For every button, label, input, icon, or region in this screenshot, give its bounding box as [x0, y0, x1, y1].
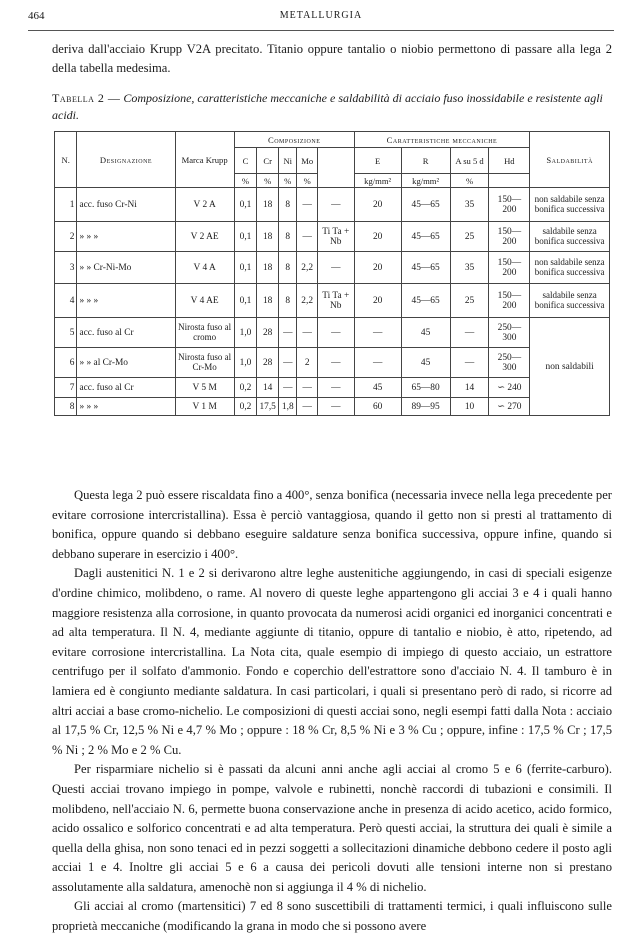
paragraph: Questa lega 2 può essere riscaldata fino a 400°, senza bonifica (necessaria invece nella lega precedente per evitare corrosione intercristallina). Essa è perciò vantaggiosa, quando il getto non si presti al trattamento di bonifica, oppure quando si debbano eseguire saldature senza bonifica successiva, oppure infine, quando si debbano superare in esercizio i 400°.: [52, 488, 612, 561]
unit-hd: [489, 174, 530, 188]
unit-c: %: [234, 174, 256, 188]
body-text: [52, 486, 612, 937]
table-caption: [52, 90, 614, 124]
header-composition: Composizione: [234, 132, 354, 148]
header-cr: Cr: [257, 148, 279, 174]
table-row: 2 » » » V 2 AE 0,1 18 8 — Ti Ta + Nb 20 45—65 25 150—200 saldabile senza bonifica successiva: [55, 222, 610, 252]
header-e: E: [354, 148, 401, 174]
header-mechanical: Caratteristiche meccaniche: [354, 132, 530, 148]
paragraph: Gli acciai al cromo (martensitici) 7 ed 8 sono suscettibili di trattamenti termici, i quali influiscono sulle proprietà meccaniche (modificando la grana in modo che si possono avere: [52, 899, 612, 934]
header-other: [317, 148, 354, 188]
running-header: [22, 8, 620, 26]
unit-r: kg/mm²: [401, 174, 450, 188]
running-title: METALLURGIA: [279, 10, 363, 21]
paragraph: Per risparmiare nichelio si è passati da alcuni anni anche agli acciai al cromo 5 e 6 (ferrite-carburo). Questi acciai trovano impiego in pompe, valvole e rubinetti, nonchè raccordi di tubazioni e consimili. Il molibdeno, nell'acciaio N. 6, permette buona conservazione anche in presenza di acido acetico, acido formico, acido ossalico e solforico concentrati e ad alta temperatura. Però questi acciai, la struttura dei quali è simile a quella della ghisa, non sono tenaci ed in pezzi soggetti a sollecitazioni dinamiche debbono cedere il posto agli acciai 1 e 4. Inoltre gli acciai 5 e 6 a causa dei pericoli dovuti alle tensioni interne non si prestano assolutamente alla saldatura, amenochè non si aggiunga il 4 % di nichelio.: [52, 762, 612, 894]
header-mo: Mo: [297, 148, 317, 174]
unit-cr: %: [257, 174, 279, 188]
table-row: 5 acc. fuso al Cr Nirosta fuso al cromo 1,0 28 — — — — 45 — 250—300 non saldabili: [55, 318, 610, 348]
caption-text: Composizione, caratteristiche meccaniche e saldabilità di acciaio fuso inossidabile e resistente agli acidi.: [52, 91, 603, 122]
table-row: 1 acc. fuso Cr-Ni V 2 A 0,1 18 8 — — 20 45—65 35 150—200 non saldabile senza bonifica successiva: [55, 188, 610, 222]
header-ni: Ni: [279, 148, 297, 174]
header-c: C: [234, 148, 256, 174]
header-weldability: Saldabilità: [530, 132, 610, 188]
header-a: A su 5 d: [450, 148, 489, 174]
header-designation: Designazione: [77, 132, 175, 188]
intro-paragraph: deriva dall'acciaio Krupp V2A precitato. Titanio oppure tantalio o niobio permettono di passare alla lega 2 della tabella medesima.: [52, 42, 612, 75]
weldability-merged: non saldabili: [530, 318, 610, 416]
table-row: 4 » » » V 4 AE 0,1 18 8 2,2 Ti Ta + Nb 20 45—65 25 150—200 saldabile senza bonifica successiva: [55, 284, 610, 318]
unit-e: kg/mm²: [354, 174, 401, 188]
table-row: 7 acc. fuso al Cr V 5 M 0,2 14 — — — 45 65—80 14 ∽ 240: [55, 378, 610, 398]
table-row: 3 » » Cr-Ni-Mo V 4 A 0,1 18 8 2,2 — 20 45—65 35 150—200 non saldabile senza bonifica successiva: [55, 252, 610, 284]
header-rule: [28, 30, 614, 31]
unit-ni: %: [279, 174, 297, 188]
header-hd: Hd: [489, 148, 530, 174]
caption-label: Tabella 2 —: [52, 91, 121, 105]
table-row: 8 » » » V 1 M 0,2 17,5 1,8 — — 60 89—95 10 ∽ 270: [55, 398, 610, 416]
composition-table: [54, 131, 610, 416]
header-n: N.: [55, 132, 77, 188]
paragraph: Dagli austenitici N. 1 e 2 si derivarono altre leghe austenitiche aggiungendo, in casi di speciali esigenze d'ordine chimico, molibdeno, o rame. Al novero di queste leghe appartengono gli acciai 3 e 4 i quali hanno maggiore resistenza alla corrosione, in quanto provocata da numerosi acidi organici ed inorganici concentrati e ad alta temperatura. Il N. 4, mediante aggiunte di titanio, oppure di tantalio e niobio, è atto, ripetendo, ad evitare corrosione intercristallina. La Nota cita, quale esempio di impiego di questo acciaio, un estrattore centrifugo per il solfato d'ammonio. Fondo e coperchio dell'estrattore sono d'acciaio N. 4. Il tamburo è in lamiera ed è congiunto mediante saldatura. In casi particolari, i quali si presentano però di rado, si ricorre ad altri acciai a base cromo-nichelio. Le composizioni di questi acciai sono, negli esempi fatti dalla Nota : acciaio al 17,5 % Cr, 12,5 % Ni e 4,7 % Mo ; oppure : 18 % Cr, 8,5 % Ni e 3 % Cu ; oppure, infine : 17,5 % Cr ; 17,5 % Ni ; 2 % Mo e 2 % Cu.: [52, 566, 612, 757]
page-number: 464: [28, 10, 45, 22]
header-marca: Marca Krupp: [175, 132, 234, 188]
unit-a: %: [450, 174, 489, 188]
header-r: R: [401, 148, 450, 174]
unit-mo: %: [297, 174, 317, 188]
table-row: 6 » » al Cr-Mo Nirosta fuso al Cr-Mo 1,0 28 — 2 — — 45 — 250—300: [55, 348, 610, 378]
